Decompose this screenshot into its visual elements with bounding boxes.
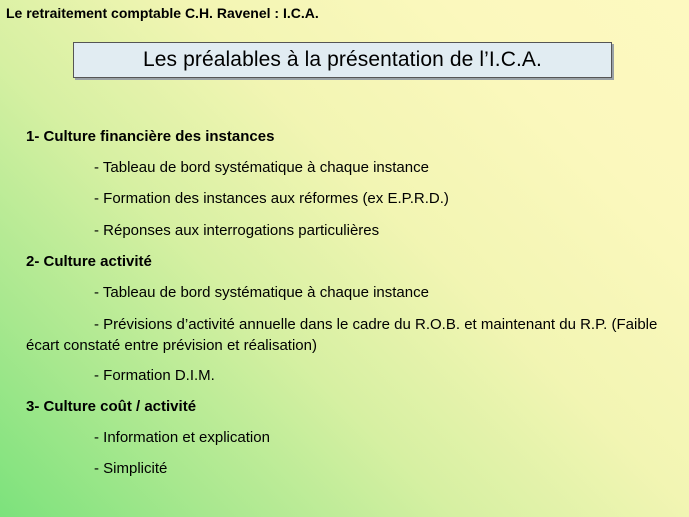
list-item: - Réponses aux interrogations particulières <box>94 222 380 239</box>
list-item: - Prévisions d’activité annuelle dans le cadre du R.O.B. et maintenant du R.P. (Faible écart constaté entre prévision et réalisation) <box>26 316 658 354</box>
list-item: - Simplicité <box>94 460 168 477</box>
list-item: - Formation des instances aux réformes (ex E.P.R.D.) <box>94 190 449 207</box>
list-item: - Tableau de bord systématique à chaque instance <box>94 159 429 176</box>
list-item: - Information et explication <box>94 429 270 446</box>
slide-title: Les préalables à la présentation de l’I.C.A. <box>143 48 542 71</box>
section-heading-financiere: 1- Culture financière des instances <box>26 128 275 145</box>
section-heading-cout-activite: 3- Culture coût / activité <box>26 398 197 415</box>
list-item: - Tableau de bord systématique à chaque instance <box>94 284 429 301</box>
slide-title-box <box>73 42 612 78</box>
list-item: - Formation D.I.M. <box>94 367 215 384</box>
section-heading-activite: 2- Culture activité <box>26 253 152 270</box>
slide-header-label: Le retraitement comptable C.H. Ravenel : I.C.A. <box>6 5 319 21</box>
